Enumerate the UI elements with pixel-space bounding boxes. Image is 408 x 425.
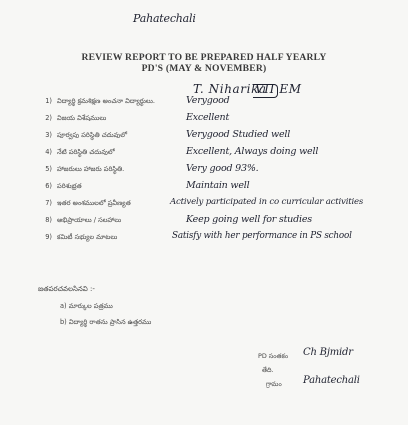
report-title: REVIEW REPORT TO BE PREPARED HALF YEARLY	[81, 52, 327, 63]
row-number: 8)	[45, 216, 52, 224]
row-label: పరిశుభ్రత	[57, 182, 82, 190]
row-label: హాజరులు హాజరు పరిస్థితి.	[57, 165, 125, 173]
row-number: 3)	[45, 131, 52, 139]
review-row	[0, 131, 408, 146]
row-number: 7)	[45, 199, 52, 207]
row-answer: Verygood	[186, 95, 230, 106]
review-row	[0, 216, 408, 231]
row-number: 6)	[45, 182, 52, 190]
row-number: 9)	[45, 233, 52, 241]
row-number: 1)	[45, 97, 52, 105]
review-row	[0, 148, 408, 163]
review-row	[0, 114, 408, 129]
row-label: అభిప్రాయాలు / సలహాలు	[57, 216, 122, 224]
review-row	[0, 165, 408, 180]
attachment-student-letter: b) విద్యార్థి రాతను ప్రాసిన ఉత్తరము	[60, 318, 152, 326]
report-subtitle: PD'S (MAY & NOVEMBER)	[141, 63, 267, 74]
row-answer: Maintain well	[186, 180, 250, 191]
row-answer: Excellent, Always doing well	[186, 146, 319, 157]
review-row	[0, 199, 408, 214]
student-class: VII EM	[255, 82, 302, 96]
row-label: ఇతర అంశములలో ప్రవీణ్యత	[57, 199, 131, 207]
row-answer: Verygood Studied well	[186, 129, 291, 140]
row-number: 4)	[45, 148, 52, 156]
row-answer: Excellent	[186, 112, 230, 123]
village-value: Pahatechali	[303, 375, 360, 386]
row-answer: Satisfy with her performance in PS school	[172, 231, 352, 241]
class-box-mark	[253, 84, 278, 98]
row-label: విజయ విశేషములు	[57, 114, 107, 122]
row-answer: Keep going well for studies	[186, 214, 312, 225]
attachments-heading: జతపరచవలసినవి :-	[38, 285, 95, 293]
row-label: పూర్వపు పరిస్థితి చదువులో	[57, 131, 128, 139]
review-row	[0, 233, 408, 248]
row-label: విద్యార్థి క్రమశిక్షణ అంచనా విద్యార్థులు.	[57, 97, 155, 105]
row-label: కమిటీ సభ్యుల మాటలు	[57, 233, 118, 241]
village-label: గ్రామం	[266, 380, 282, 388]
row-number: 5)	[45, 165, 52, 173]
student-name: T. Niharika	[193, 82, 267, 96]
pd-signature: Ch Bjmidr	[303, 347, 353, 358]
row-answer: Very good 93%.	[186, 163, 259, 174]
review-row	[0, 97, 408, 112]
pd-signature-label: PD సంతకం	[258, 352, 289, 360]
row-label: నేటి పరిస్థితి చదువులో	[57, 148, 115, 156]
row-number: 2)	[45, 114, 52, 122]
attachment-marks-sheet: a) మార్కుల పత్రము	[60, 302, 113, 310]
row-answer: Actively participated in co curricular activities	[170, 197, 364, 207]
review-row	[0, 182, 408, 197]
date-label: తేది.	[262, 366, 274, 374]
handwritten-header: Pahatechali	[133, 12, 196, 25]
